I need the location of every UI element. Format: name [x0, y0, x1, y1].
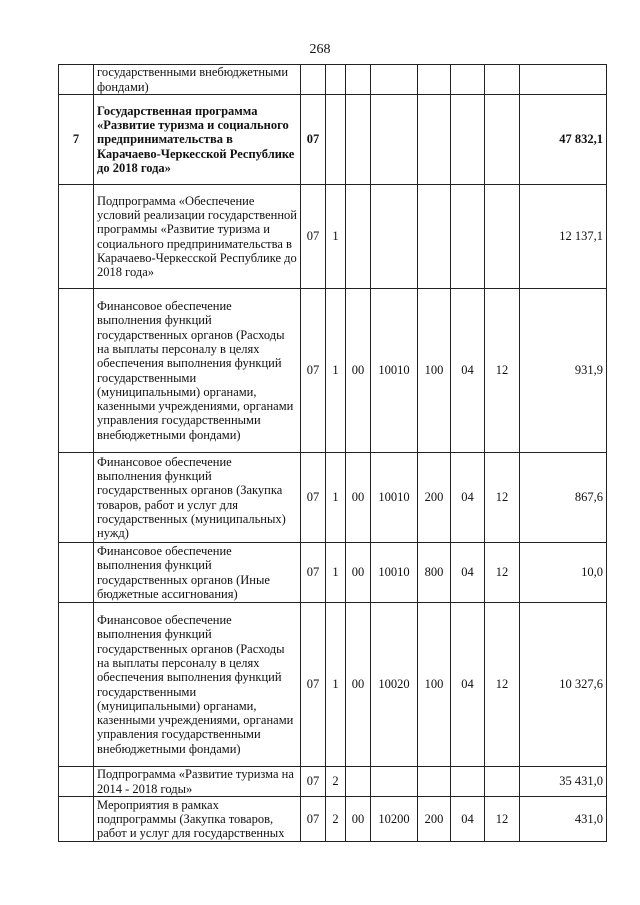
- code-cell: 07: [301, 767, 326, 797]
- code-cell: 2: [326, 767, 346, 797]
- code-cell: 07: [301, 95, 326, 185]
- code-cell: 12: [485, 289, 520, 453]
- code-cell: 10020: [371, 603, 418, 767]
- row-number: [59, 603, 94, 767]
- code-cell: [346, 65, 371, 95]
- code-cell: [451, 65, 485, 95]
- amount-cell: 867,6: [520, 453, 607, 543]
- code-cell: [485, 185, 520, 289]
- budget-table: [58, 64, 607, 842]
- code-cell: 10010: [371, 289, 418, 453]
- code-cell: [371, 767, 418, 797]
- code-cell: 12: [485, 543, 520, 603]
- code-cell: 04: [451, 543, 485, 603]
- code-cell: 1: [326, 289, 346, 453]
- amount-cell: 931,9: [520, 289, 607, 453]
- code-cell: [485, 65, 520, 95]
- row-name: Подпрограмма «Обеспечение условий реализации государственной программы «Развитие туризма и социального предпринимательства в Карачаево-Черкесской Республике до 2018 года»: [94, 185, 301, 289]
- code-cell: [346, 95, 371, 185]
- amount-cell: 47 832,1: [520, 95, 607, 185]
- amount-cell: 12 137,1: [520, 185, 607, 289]
- code-cell: 00: [346, 603, 371, 767]
- code-cell: [371, 65, 418, 95]
- code-cell: 200: [418, 797, 451, 842]
- code-cell: 07: [301, 603, 326, 767]
- table-row: [59, 767, 607, 797]
- row-name: Мероприятия в рамках подпрограммы (Закупка товаров, работ и услуг для государственных: [94, 797, 301, 842]
- table-row: [59, 95, 607, 185]
- code-cell: [485, 95, 520, 185]
- row-name: Подпрограмма «Развитие туризма на 2014 - 2018 годы»: [94, 767, 301, 797]
- table-row: [59, 453, 607, 543]
- code-cell: 00: [346, 543, 371, 603]
- table-row: [59, 289, 607, 453]
- row-name: Финансовое обеспечение выполнения функций государственных органов (Расходы на выплаты персоналу в целях обеспечения выполнения функций государственными (муниципальными) органами, казенными учреждениями, органами управления государственными внебюджетными фондами): [94, 289, 301, 453]
- row-name: Государственная программа «Развитие туризма и социального предпринимательства в Карачаево-Черкесской Республике до 2018 года»: [94, 95, 301, 185]
- table-row: [59, 65, 607, 95]
- code-cell: 10010: [371, 543, 418, 603]
- code-cell: 200: [418, 453, 451, 543]
- row-name: Финансовое обеспечение выполнения функций государственных органов (Иные бюджетные ассигнования): [94, 543, 301, 603]
- amount-cell: 10,0: [520, 543, 607, 603]
- row-number: 7: [59, 95, 94, 185]
- code-cell: 04: [451, 797, 485, 842]
- code-cell: 07: [301, 543, 326, 603]
- code-cell: 12: [485, 603, 520, 767]
- code-cell: 00: [346, 797, 371, 842]
- code-cell: 10200: [371, 797, 418, 842]
- code-cell: 1: [326, 543, 346, 603]
- row-number: [59, 453, 94, 543]
- row-number: [59, 767, 94, 797]
- code-cell: 800: [418, 543, 451, 603]
- code-cell: [346, 185, 371, 289]
- amount-cell: 10 327,6: [520, 603, 607, 767]
- code-cell: [371, 95, 418, 185]
- code-cell: 04: [451, 453, 485, 543]
- code-cell: [371, 185, 418, 289]
- table-row: [59, 603, 607, 767]
- code-cell: [418, 185, 451, 289]
- code-cell: 04: [451, 289, 485, 453]
- code-cell: 100: [418, 603, 451, 767]
- code-cell: [418, 65, 451, 95]
- code-cell: 12: [485, 797, 520, 842]
- table-row: [59, 185, 607, 289]
- code-cell: [346, 767, 371, 797]
- code-cell: [418, 95, 451, 185]
- table-row: [59, 797, 607, 842]
- code-cell: [451, 185, 485, 289]
- code-cell: [451, 95, 485, 185]
- amount-cell: 35 431,0: [520, 767, 607, 797]
- page-number: 268: [309, 42, 331, 57]
- code-cell: 12: [485, 453, 520, 543]
- amount-cell: 431,0: [520, 797, 607, 842]
- code-cell: [326, 95, 346, 185]
- code-cell: [326, 65, 346, 95]
- amount-cell: [520, 65, 607, 95]
- code-cell: 00: [346, 289, 371, 453]
- row-name: Финансовое обеспечение выполнения функций государственных органов (Расходы на выплаты персоналу в целях обеспечения выполнения функций государственными (муниципальными) органами, казенными учреждениями, органами управления государственными внебюджетными фондами): [94, 603, 301, 767]
- table-row: [59, 543, 607, 603]
- code-cell: 04: [451, 603, 485, 767]
- code-cell: 1: [326, 453, 346, 543]
- row-number: [59, 543, 94, 603]
- code-cell: [451, 767, 485, 797]
- code-cell: [485, 767, 520, 797]
- code-cell: 07: [301, 289, 326, 453]
- code-cell: 00: [346, 453, 371, 543]
- row-number: [59, 797, 94, 842]
- code-cell: 1: [326, 185, 346, 289]
- row-number: [59, 185, 94, 289]
- row-number: [59, 65, 94, 95]
- row-name: государственными внебюджетными фондами): [94, 65, 301, 95]
- code-cell: 10010: [371, 453, 418, 543]
- row-name: Финансовое обеспечение выполнения функций государственных органов (Закупка товаров, работ и услуг для государственных (муниципальных) нужд): [94, 453, 301, 543]
- code-cell: 07: [301, 185, 326, 289]
- row-number: [59, 289, 94, 453]
- code-cell: 07: [301, 453, 326, 543]
- code-cell: [301, 65, 326, 95]
- code-cell: 2: [326, 797, 346, 842]
- code-cell: 100: [418, 289, 451, 453]
- code-cell: 07: [301, 797, 326, 842]
- code-cell: [418, 767, 451, 797]
- code-cell: 1: [326, 603, 346, 767]
